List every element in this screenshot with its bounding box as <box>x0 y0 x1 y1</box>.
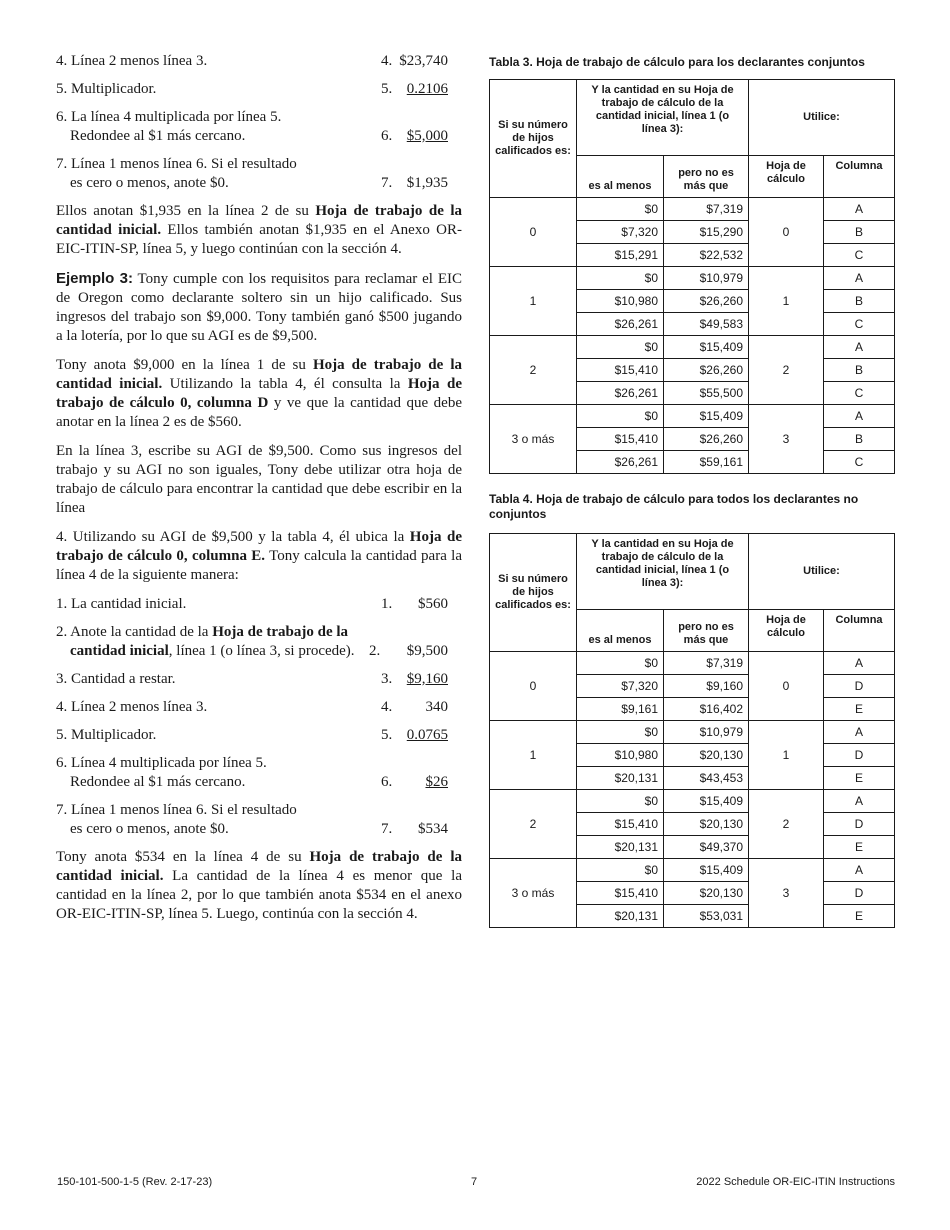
calc-num: 4. <box>381 53 393 69</box>
column-cell: A <box>824 267 895 290</box>
table-row <box>490 721 895 744</box>
children-count-cell: 1 <box>490 267 577 336</box>
calc-text: Redondee al $1 más cercano. <box>70 774 246 790</box>
worksheet-cell: 1 <box>749 267 824 336</box>
calc-value: $1,935 <box>406 175 448 191</box>
but-not-more-cell: $10,979 <box>664 721 749 744</box>
calc-text: Redondee al $1 más cercano. <box>70 128 246 144</box>
but-not-more-cell: $53,031 <box>664 905 749 928</box>
header-worksheet: Hoja de cálculo <box>749 156 824 198</box>
but-not-more-cell: $7,319 <box>664 652 749 675</box>
paragraph: Tony anota $534 en la línea 4 de su Hoja de trabajo de la cantidad inicial. La cantidad de la línea 4 es menor que la cantidad en la línea 2, por lo que también anota $534 en el anexo OR-EIC-ITIN-SP, línea 5. Luego, continúa con la sección 4. <box>56 849 462 922</box>
at-least-cell: $0 <box>577 267 664 290</box>
calc-row-4 <box>56 52 462 71</box>
calc-row-7 <box>56 801 462 839</box>
column-cell: D <box>824 744 895 767</box>
header-worksheet: Hoja de cálculo <box>749 610 824 652</box>
calc-row-5 <box>56 80 462 99</box>
column-cell: C <box>824 451 895 474</box>
left-column <box>56 52 462 934</box>
at-least-cell: $15,410 <box>577 813 664 836</box>
at-least-cell: $15,410 <box>577 882 664 905</box>
column-cell: C <box>824 244 895 267</box>
at-least-cell: $10,980 <box>577 290 664 313</box>
but-not-more-cell: $10,979 <box>664 267 749 290</box>
table-row <box>490 267 895 290</box>
table-row <box>490 859 895 882</box>
table-row <box>490 405 895 428</box>
worksheet-cell: 2 <box>749 336 824 405</box>
calc-value: $9,160 <box>406 671 448 687</box>
header-at-least: es al menos <box>577 156 664 198</box>
calc-num: 4. <box>381 699 393 715</box>
but-not-more-cell: $20,130 <box>664 882 749 905</box>
worksheet-cell: 3 <box>749 405 824 474</box>
table-row <box>490 790 895 813</box>
calc-value: 0.2106 <box>406 81 448 97</box>
header-column: Columna <box>824 156 895 198</box>
worksheet-cell: 3 <box>749 859 824 928</box>
children-count-cell: 2 <box>490 336 577 405</box>
column-cell: A <box>824 721 895 744</box>
calculation-continued <box>56 52 462 193</box>
calc-text: 4. Línea 2 menos línea 3. <box>56 699 208 715</box>
at-least-cell: $0 <box>577 721 664 744</box>
column-cell: A <box>824 790 895 813</box>
at-least-cell: $0 <box>577 198 664 221</box>
worksheet-cell: 0 <box>749 198 824 267</box>
column-cell: A <box>824 198 895 221</box>
but-not-more-cell: $15,290 <box>664 221 749 244</box>
calc-text: 7. Línea 1 menos línea 6. Si el resultado <box>56 156 297 172</box>
calc-text: cantidad inicial, línea 1 (o línea 3, si procede). <box>70 643 355 659</box>
children-count-cell: 2 <box>490 790 577 859</box>
at-least-cell: $0 <box>577 859 664 882</box>
at-least-cell: $10,980 <box>577 744 664 767</box>
calc-row-1 <box>56 595 462 614</box>
table-4-title: Tabla 4. Hoja de trabajo de cálculo para todos los declarantes no conjuntos <box>489 492 859 521</box>
but-not-more-cell: $49,583 <box>664 313 749 336</box>
calc-value: 340 <box>425 699 448 715</box>
at-least-cell: $26,261 <box>577 313 664 336</box>
at-least-cell: $20,131 <box>577 767 664 790</box>
calc-num: 2. <box>369 643 381 659</box>
calc-text: 2. Anote la cantidad de la Hoja de trabajo de la <box>56 624 349 640</box>
at-least-cell: $15,410 <box>577 428 664 451</box>
calc-value: $23,740 <box>399 53 448 69</box>
but-not-more-cell: $15,409 <box>664 859 749 882</box>
column-cell: C <box>824 313 895 336</box>
calc-text: 1. La cantidad inicial. <box>56 596 187 612</box>
at-least-cell: $0 <box>577 652 664 675</box>
paragraph: 4. Utilizando su AGI de $9,500 y la tabla 4, él ubica la Hoja de trabajo de cálculo 0, columna E. Tony calcula la cantidad para la línea 4 de la siguiente manera: <box>56 529 462 583</box>
but-not-more-cell: $43,453 <box>664 767 749 790</box>
calc-row-4 <box>56 698 462 717</box>
calc-row-6 <box>56 108 462 146</box>
document-title: 2022 Schedule OR-EIC-ITIN Instructions <box>696 1176 895 1188</box>
calc-value: $534 <box>418 821 448 837</box>
header-use: Utilice: <box>749 534 895 610</box>
worksheet-cell: 2 <box>749 790 824 859</box>
calc-row-3 <box>56 670 462 689</box>
but-not-more-cell: $49,370 <box>664 836 749 859</box>
calc-value: $9,500 <box>406 643 448 659</box>
column-cell: E <box>824 767 895 790</box>
paragraph: En la línea 3, escribe su AGI de $9,500. Como sus ingresos del trabajo y su AGI no son iguales, Tony debe utilizar otra hoja de trabajo de cálculo para encontrar la cantidad que debe escribir en la línea <box>56 443 462 516</box>
calc-text: es cero o menos, anote $0. <box>70 821 229 837</box>
column-cell: A <box>824 336 895 359</box>
calc-num: 7. <box>381 821 393 837</box>
calc-text: 5. Multiplicador. <box>56 727 157 743</box>
calc-text: 6. Línea 4 multiplicada por línea 5. <box>56 755 267 771</box>
header-but-not: pero no es más que <box>664 610 749 652</box>
at-least-cell: $7,320 <box>577 675 664 698</box>
header-children: Si su número de hijos calificados es: <box>490 534 577 652</box>
calc-num: 3. <box>381 671 393 687</box>
but-not-more-cell: $16,402 <box>664 698 749 721</box>
at-least-cell: $26,261 <box>577 382 664 405</box>
column-cell: E <box>824 698 895 721</box>
at-least-cell: $0 <box>577 405 664 428</box>
calc-row-7 <box>56 155 462 193</box>
table-row <box>490 198 895 221</box>
calc-row-6 <box>56 754 462 792</box>
at-least-cell: $15,410 <box>577 359 664 382</box>
but-not-more-cell: $20,130 <box>664 744 749 767</box>
paragraph: Ellos anotan $1,935 en la línea 2 de su Hoja de trabajo de la cantidad inicial. Ellos también anotan $1,935 en el Anexo OR-EIC-ITIN-SP, línea 5, y luego continúan con la sección 4. <box>56 203 463 257</box>
calc-text: 4. Línea 2 menos línea 3. <box>56 53 208 69</box>
column-cell: B <box>824 290 895 313</box>
at-least-cell: $15,291 <box>577 244 664 267</box>
column-cell: B <box>824 428 895 451</box>
children-count-cell: 0 <box>490 198 577 267</box>
column-cell: B <box>824 221 895 244</box>
column-cell: A <box>824 652 895 675</box>
calc-value: $560 <box>418 596 448 612</box>
at-least-cell: $7,320 <box>577 221 664 244</box>
calc-num: 5. <box>381 81 393 97</box>
table-row <box>490 336 895 359</box>
but-not-more-cell: $22,532 <box>664 244 749 267</box>
at-least-cell: $0 <box>577 790 664 813</box>
example-3-paragraph: Ejemplo 3: Tony cumple con los requisitos para reclamar el EIC de Oregon como declarante soltero sin un hijo calificado. Sus ingresos del trabajo son $9,000. Tony también ganó $500 jugando a la lotería, por lo que su AGI es de $9,500. <box>56 270 462 344</box>
table-3 <box>489 79 895 474</box>
calc-row-5 <box>56 726 462 745</box>
header-use: Utilice: <box>749 80 895 156</box>
paragraph: Tony anota $9,000 en la línea 1 de su Hoja de trabajo de la cantidad inicial. Utilizando la tabla 4, él consulta la Hoja de trabajo de cálculo 0, columna D y ve que la cantidad que debe anotar en la línea 2 es de $560. <box>56 357 462 430</box>
calc-value: $26 <box>425 774 448 790</box>
calc-text: 3. Cantidad a restar. <box>56 671 176 687</box>
column-cell: A <box>824 405 895 428</box>
calc-num: 6. <box>381 774 393 790</box>
page-number: 7 <box>471 1176 478 1188</box>
calc-num: 6. <box>381 128 393 144</box>
calc-num: 5. <box>381 727 393 743</box>
column-cell: B <box>824 359 895 382</box>
header-at-least: es al menos <box>577 610 664 652</box>
worksheet-cell: 1 <box>749 721 824 790</box>
calc-value: $5,000 <box>406 128 448 144</box>
header-amount: Y la cantidad en su Hoja de trabajo de cálculo de la cantidad inicial, línea 1 (o línea 3): <box>577 534 749 610</box>
calc-value: 0.0765 <box>406 727 448 743</box>
at-least-cell: $20,131 <box>577 836 664 859</box>
table-row <box>490 652 895 675</box>
column-cell: A <box>824 859 895 882</box>
column-cell: D <box>824 675 895 698</box>
at-least-cell: $9,161 <box>577 698 664 721</box>
at-least-cell: $0 <box>577 336 664 359</box>
column-cell: E <box>824 836 895 859</box>
calculation-tony <box>56 595 462 839</box>
but-not-more-cell: $15,409 <box>664 336 749 359</box>
worksheet-cell: 0 <box>749 652 824 721</box>
column-cell: C <box>824 382 895 405</box>
header-column: Columna <box>824 610 895 652</box>
example-label: Ejemplo 3: <box>56 270 133 287</box>
but-not-more-cell: $15,409 <box>664 790 749 813</box>
at-least-cell: $20,131 <box>577 905 664 928</box>
column-cell: D <box>824 882 895 905</box>
but-not-more-cell: $20,130 <box>664 813 749 836</box>
but-not-more-cell: $9,160 <box>664 675 749 698</box>
header-but-not: pero no es más que <box>664 156 749 198</box>
children-count-cell: 3 o más <box>490 859 577 928</box>
calc-num: 1. <box>381 596 393 612</box>
calc-text: es cero o menos, anote $0. <box>70 175 229 191</box>
calc-row-2 <box>56 623 462 661</box>
but-not-more-cell: $26,260 <box>664 290 749 313</box>
calc-num: 7. <box>381 175 393 191</box>
column-cell: D <box>824 813 895 836</box>
children-count-cell: 3 o más <box>490 405 577 474</box>
calc-text: 7. Línea 1 menos línea 6. Si el resultado <box>56 802 297 818</box>
but-not-more-cell: $59,161 <box>664 451 749 474</box>
but-not-more-cell: $26,260 <box>664 359 749 382</box>
form-number: 150-101-500-1-5 (Rev. 2-17-23) <box>57 1176 213 1188</box>
but-not-more-cell: $26,260 <box>664 428 749 451</box>
table-4 <box>489 533 895 928</box>
at-least-cell: $26,261 <box>577 451 664 474</box>
header-amount: Y la cantidad en su Hoja de trabajo de cálculo de la cantidad inicial, línea 1 (o línea 3): <box>577 80 749 156</box>
calc-text: 5. Multiplicador. <box>56 81 157 97</box>
but-not-more-cell: $7,319 <box>664 198 749 221</box>
but-not-more-cell: $15,409 <box>664 405 749 428</box>
children-count-cell: 0 <box>490 652 577 721</box>
table-3-title: Tabla 3. Hoja de trabajo de cálculo para los declarantes conjuntos <box>489 55 865 69</box>
header-children: Si su número de hijos calificados es: <box>490 80 577 198</box>
but-not-more-cell: $55,500 <box>664 382 749 405</box>
column-cell: E <box>824 905 895 928</box>
children-count-cell: 1 <box>490 721 577 790</box>
calc-text: 6. La línea 4 multiplicada por línea 5. <box>56 109 282 125</box>
